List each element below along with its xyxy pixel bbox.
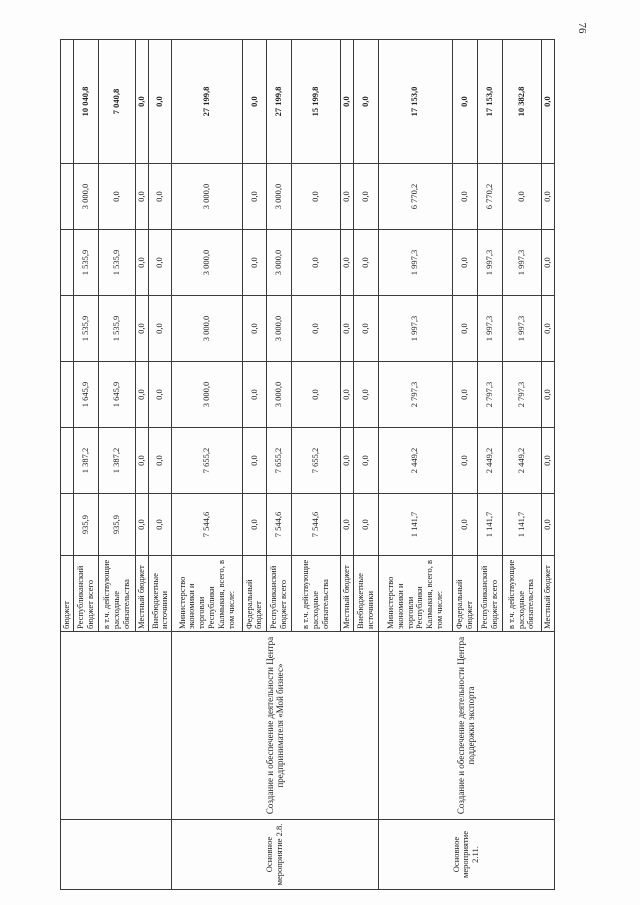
value-cell: 3 000,0 bbox=[267, 296, 292, 362]
total-cell: 15 199,8 bbox=[292, 40, 340, 164]
value-cell: 1 645,9 bbox=[98, 362, 135, 428]
value-cell: 0,0 bbox=[453, 362, 478, 428]
value-cell: 0,0 bbox=[340, 164, 353, 230]
value-cell bbox=[61, 164, 74, 230]
value-cell: 0,0 bbox=[149, 164, 172, 230]
funding-source: Федеральный бюджет bbox=[453, 556, 478, 632]
value-cell: 0,0 bbox=[353, 296, 378, 362]
value-cell: 0,0 bbox=[353, 164, 378, 230]
funding-source: Местный бюджет bbox=[541, 556, 554, 632]
value-cell: 3 000,0 bbox=[172, 230, 242, 296]
value-cell: 0,0 bbox=[453, 230, 478, 296]
value-cell: 0,0 bbox=[340, 362, 353, 428]
value-cell bbox=[61, 428, 74, 494]
value-cell: 2 449,2 bbox=[502, 428, 541, 494]
funding-source: Внебюджетные источники bbox=[353, 556, 378, 632]
measure-name bbox=[61, 820, 172, 890]
value-cell: 1 141,7 bbox=[477, 494, 502, 556]
value-cell: 0,0 bbox=[242, 362, 267, 428]
funding-source: Министерство экономики и торговли Республики Калмыкия, всего, в том числе: bbox=[172, 556, 242, 632]
total-cell: 10 382,8 bbox=[502, 40, 541, 164]
total-cell: 0,0 bbox=[242, 40, 267, 164]
value-cell: 7 655,2 bbox=[267, 428, 292, 494]
value-cell: 0,0 bbox=[453, 296, 478, 362]
value-cell: 3 000,0 bbox=[74, 164, 99, 230]
value-cell: 0,0 bbox=[292, 230, 340, 296]
total-cell: 17 153,0 bbox=[477, 40, 502, 164]
value-cell: 0,0 bbox=[353, 230, 378, 296]
value-cell: 1 141,7 bbox=[378, 494, 452, 556]
value-cell bbox=[61, 362, 74, 428]
total-cell: 0,0 bbox=[149, 40, 172, 164]
value-cell: 0,0 bbox=[149, 362, 172, 428]
value-cell: 0,0 bbox=[242, 230, 267, 296]
total-cell: 27 199,8 bbox=[172, 40, 242, 164]
value-cell: 0,0 bbox=[353, 428, 378, 494]
measure-title: Создание и обеспечение деятельности Центра поддержки экспорта bbox=[378, 632, 554, 820]
value-cell: 0,0 bbox=[541, 164, 554, 230]
funding-source: Федеральный бюджет bbox=[242, 556, 267, 632]
value-cell: 0,0 bbox=[149, 428, 172, 494]
value-cell: 0,0 bbox=[353, 494, 378, 556]
total-cell: 0,0 bbox=[340, 40, 353, 164]
total-cell bbox=[61, 40, 74, 164]
value-cell: 2 449,2 bbox=[477, 428, 502, 494]
value-cell: 1 997,3 bbox=[477, 296, 502, 362]
value-cell: 0,0 bbox=[453, 428, 478, 494]
total-cell: 0,0 bbox=[541, 40, 554, 164]
value-cell: 1 535,9 bbox=[74, 230, 99, 296]
value-cell: 0,0 bbox=[136, 494, 149, 556]
value-cell: 0,0 bbox=[340, 428, 353, 494]
value-cell: 1 997,3 bbox=[502, 230, 541, 296]
total-cell: 0,0 bbox=[453, 40, 478, 164]
value-cell: 1 997,3 bbox=[502, 296, 541, 362]
value-cell: 3 000,0 bbox=[172, 362, 242, 428]
value-cell: 2 449,2 bbox=[378, 428, 452, 494]
funding-source: Внебюджетные источники bbox=[149, 556, 172, 632]
value-cell: 2 797,3 bbox=[378, 362, 452, 428]
value-cell: 3 000,0 bbox=[267, 362, 292, 428]
value-cell: 0,0 bbox=[292, 164, 340, 230]
funding-source: Республиканский бюджет всего bbox=[477, 556, 502, 632]
measure-name: Основное мероприятие 2.8. bbox=[172, 820, 378, 890]
value-cell: 0,0 bbox=[541, 230, 554, 296]
value-cell: 6 770,2 bbox=[378, 164, 452, 230]
funding-source: Республиканский бюджет всего bbox=[267, 556, 292, 632]
funding-source: Местный бюджет bbox=[340, 556, 353, 632]
value-cell: 0,0 bbox=[242, 296, 267, 362]
value-cell: 7 544,6 bbox=[172, 494, 242, 556]
value-cell: 0,0 bbox=[242, 164, 267, 230]
value-cell: 0,0 bbox=[149, 230, 172, 296]
value-cell: 0,0 bbox=[541, 362, 554, 428]
value-cell: 0,0 bbox=[149, 494, 172, 556]
value-cell: 935,9 bbox=[98, 494, 135, 556]
value-cell: 0,0 bbox=[541, 494, 554, 556]
page-number: 76 bbox=[576, 22, 588, 34]
value-cell bbox=[61, 296, 74, 362]
value-cell: 1 645,9 bbox=[74, 362, 99, 428]
funding-source: бюджет bbox=[61, 556, 74, 632]
value-cell: 2 797,3 bbox=[502, 362, 541, 428]
value-cell: 0,0 bbox=[353, 362, 378, 428]
value-cell: 0,0 bbox=[136, 428, 149, 494]
value-cell: 0,0 bbox=[292, 296, 340, 362]
value-cell: 1 997,3 bbox=[378, 230, 452, 296]
value-cell: 0,0 bbox=[541, 428, 554, 494]
value-cell: 3 000,0 bbox=[267, 164, 292, 230]
value-cell: 7 655,2 bbox=[172, 428, 242, 494]
value-cell: 0,0 bbox=[453, 494, 478, 556]
value-cell: 1 387,2 bbox=[98, 428, 135, 494]
value-cell: 3 000,0 bbox=[172, 296, 242, 362]
funding-source: Республиканский бюджет всего bbox=[74, 556, 99, 632]
value-cell: 0,0 bbox=[340, 296, 353, 362]
value-cell: 1 997,3 bbox=[477, 230, 502, 296]
measure-title bbox=[61, 632, 172, 820]
value-cell bbox=[61, 494, 74, 556]
value-cell: 0,0 bbox=[136, 362, 149, 428]
value-cell: 0,0 bbox=[98, 164, 135, 230]
table-row bbox=[378, 40, 452, 890]
value-cell: 0,0 bbox=[242, 428, 267, 494]
value-cell: 1 387,2 bbox=[74, 428, 99, 494]
total-cell: 17 153,0 bbox=[378, 40, 452, 164]
value-cell: 3 000,0 bbox=[172, 164, 242, 230]
value-cell: 1 141,7 bbox=[502, 494, 541, 556]
funding-source: в т.ч. действующие расходные обязательства bbox=[502, 556, 541, 632]
total-cell: 0,0 bbox=[353, 40, 378, 164]
value-cell: 7 655,2 bbox=[292, 428, 340, 494]
value-cell: 0,0 bbox=[242, 494, 267, 556]
table-row bbox=[172, 40, 242, 890]
value-cell: 0,0 bbox=[453, 164, 478, 230]
value-cell: 1 535,9 bbox=[98, 296, 135, 362]
value-cell: 0,0 bbox=[149, 296, 172, 362]
value-cell: 0,0 bbox=[340, 494, 353, 556]
measure-title: Создание и обеспечение деятельности Центра предпринимателя «Мой бизнес» bbox=[172, 632, 378, 820]
value-cell: 0,0 bbox=[292, 362, 340, 428]
value-cell: 6 770,2 bbox=[477, 164, 502, 230]
value-cell: 0,0 bbox=[136, 296, 149, 362]
funding-source: в т.ч. действующие расходные обязательства bbox=[98, 556, 135, 632]
value-cell bbox=[61, 230, 74, 296]
value-cell: 0,0 bbox=[340, 230, 353, 296]
value-cell: 7 544,6 bbox=[292, 494, 340, 556]
rotated-table-wrapper bbox=[60, 40, 555, 890]
value-cell: 7 544,6 bbox=[267, 494, 292, 556]
funding-source: Министерство экономики и торговли Республики Калмыкия, всего, в том числе: bbox=[378, 556, 452, 632]
value-cell: 0,0 bbox=[136, 230, 149, 296]
total-cell: 27 199,8 bbox=[267, 40, 292, 164]
budget-table bbox=[60, 39, 555, 890]
total-cell: 10 040,8 bbox=[74, 40, 99, 164]
measure-name: Основное мероприятие 2.11. bbox=[378, 820, 554, 890]
value-cell: 935,9 bbox=[74, 494, 99, 556]
total-cell: 7 040,8 bbox=[98, 40, 135, 164]
value-cell: 0,0 bbox=[136, 164, 149, 230]
value-cell: 0,0 bbox=[541, 296, 554, 362]
value-cell: 2 797,3 bbox=[477, 362, 502, 428]
value-cell: 3 000,0 bbox=[267, 230, 292, 296]
value-cell: 0,0 bbox=[502, 164, 541, 230]
funding-source: в т.ч. действующие расходные обязательства bbox=[292, 556, 340, 632]
total-cell: 0,0 bbox=[136, 40, 149, 164]
value-cell: 1 997,3 bbox=[378, 296, 452, 362]
table-row bbox=[61, 40, 74, 890]
value-cell: 1 535,9 bbox=[74, 296, 99, 362]
value-cell: 1 535,9 bbox=[98, 230, 135, 296]
funding-source: Местный бюджет bbox=[136, 556, 149, 632]
